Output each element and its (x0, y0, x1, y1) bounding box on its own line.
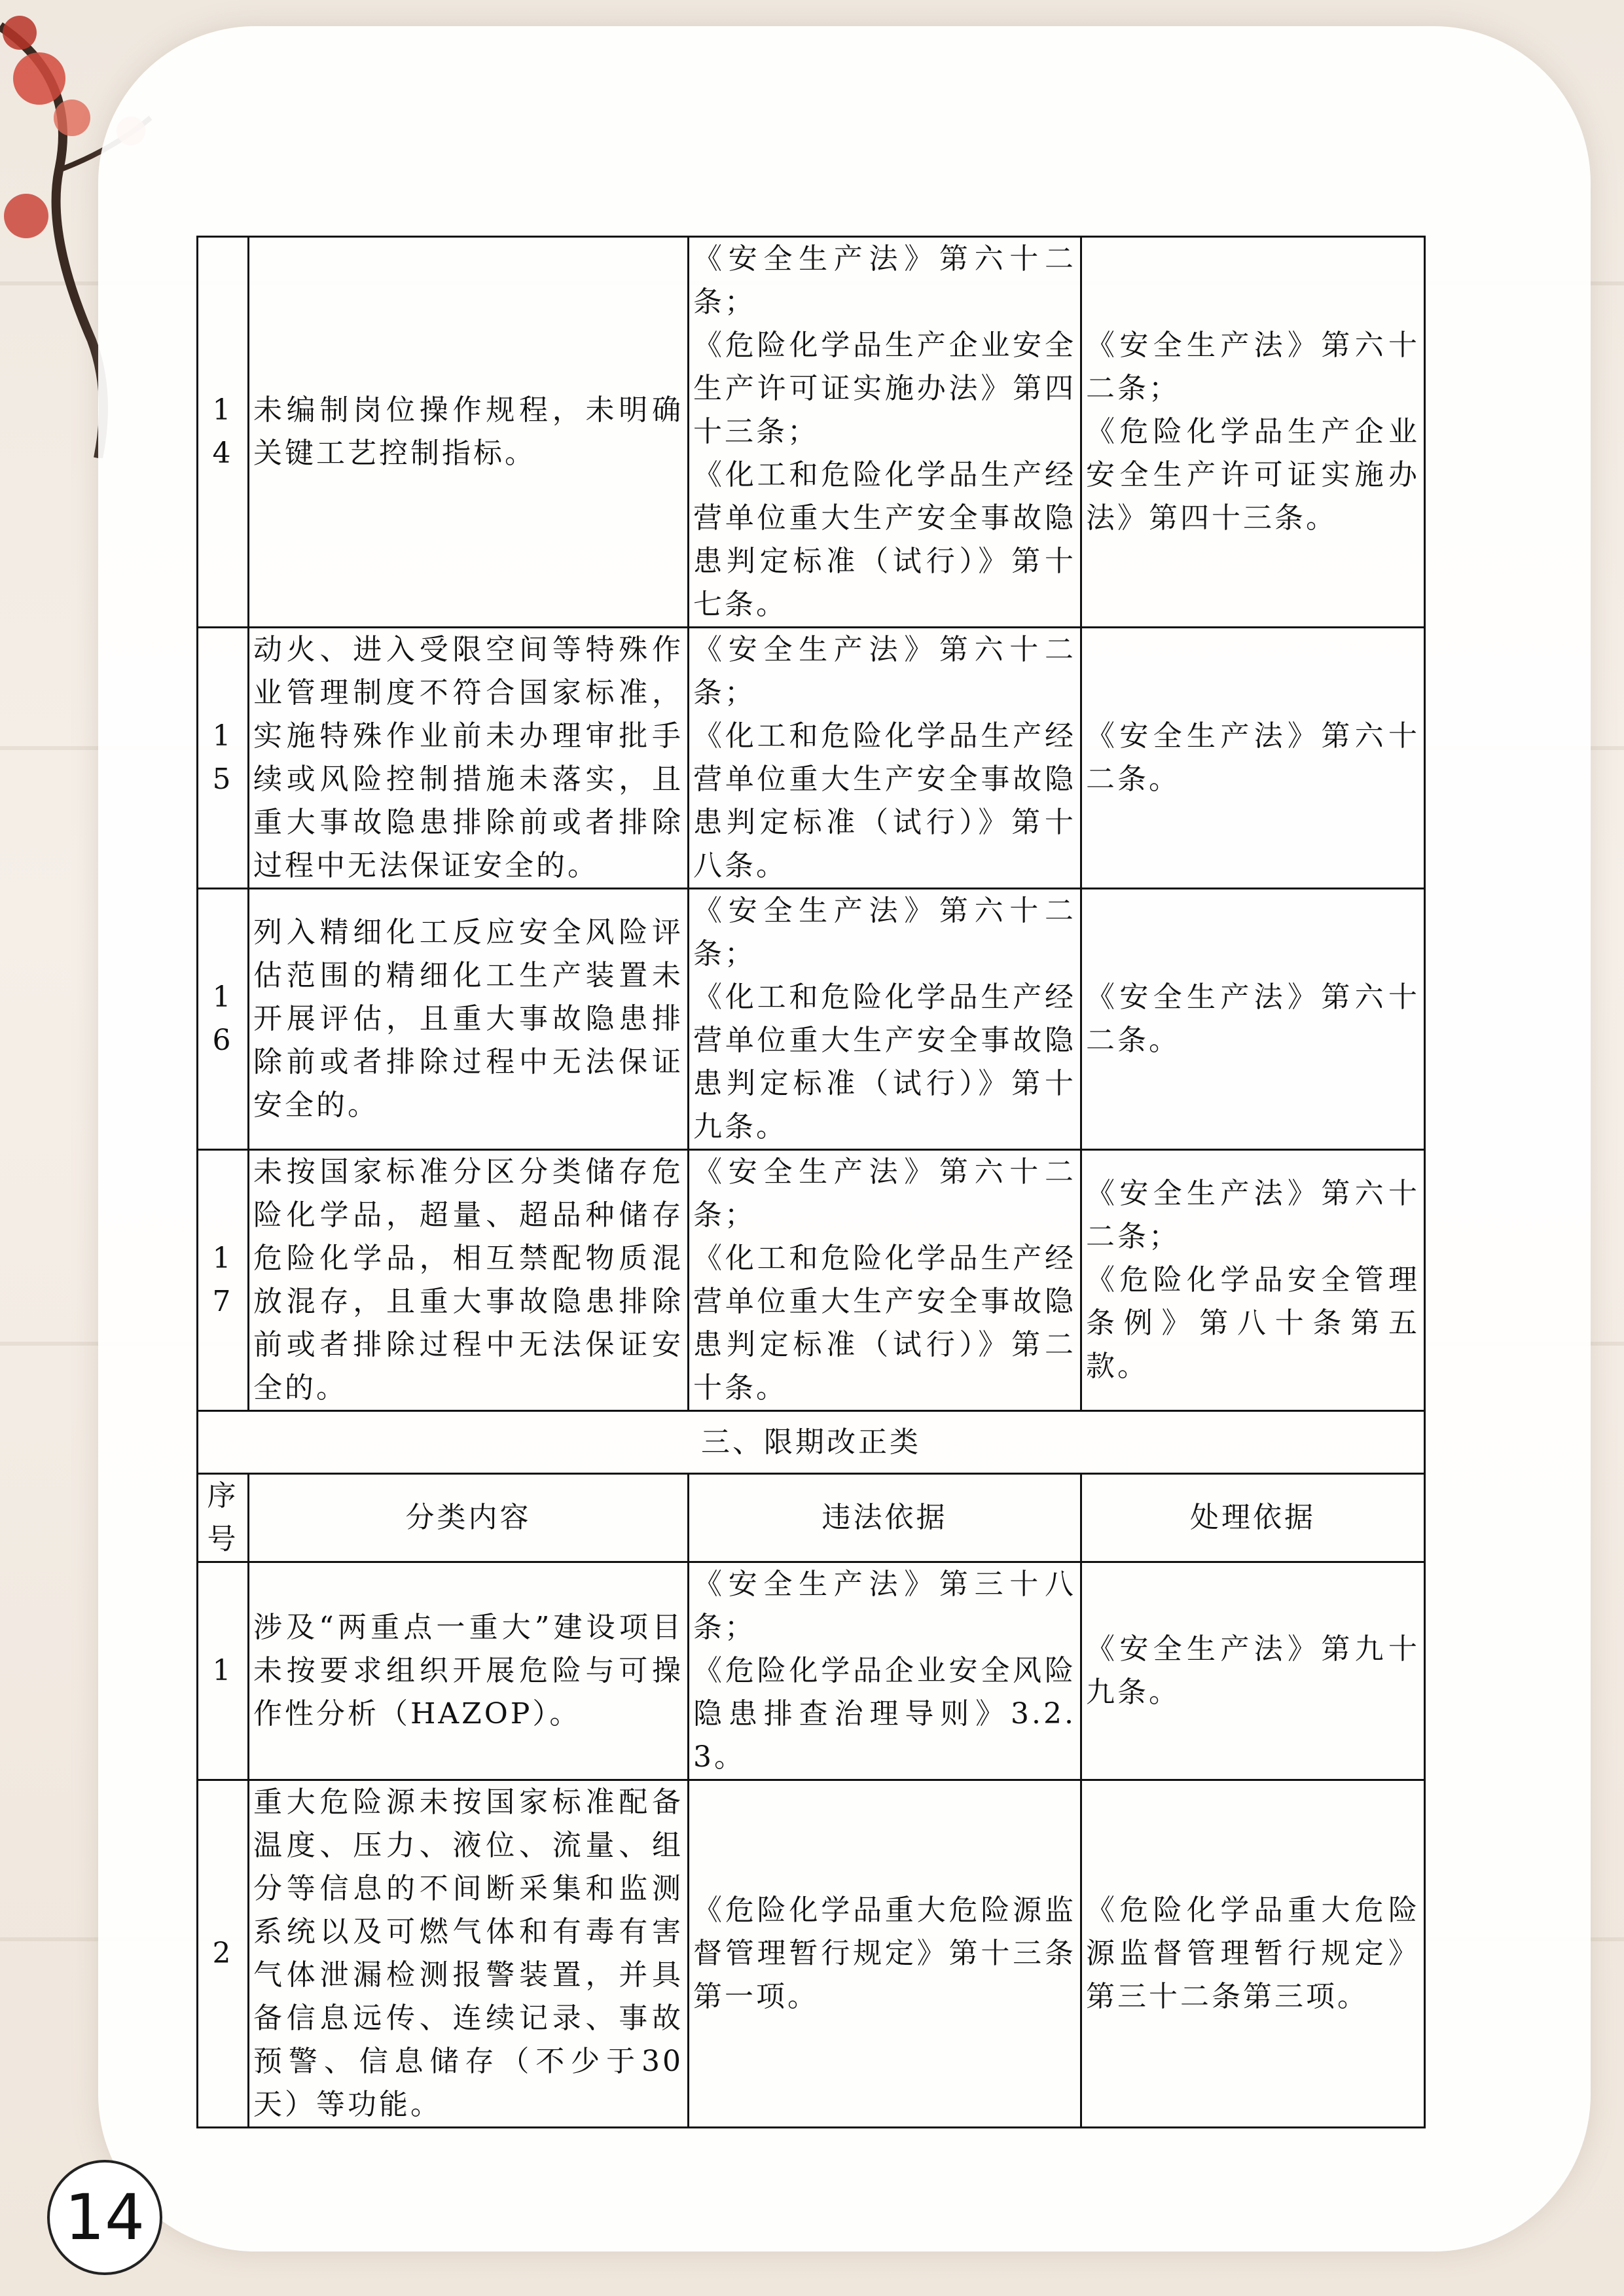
header-handling: 处理依据 (1081, 1474, 1425, 1562)
basis-line: 《化工和危险化学品生产经营单位重大生产安全事故隐患判定标准（试行）》第十九条。 (693, 980, 1076, 1143)
section-title-row (198, 1411, 1425, 1474)
basis-line: 《化工和危险化学品生产经营单位重大生产安全事故隐患判定标准（试行）》第十七条。 (693, 458, 1076, 621)
handling-basis (1081, 237, 1425, 628)
regulation-table (196, 236, 1426, 2128)
basis-line: 《安全生产法》第六十二条； (693, 1155, 1076, 1232)
handling-line: 《安全生产法》第六十二条。 (1086, 980, 1420, 1057)
table-row (198, 237, 1425, 628)
legal-basis (689, 1562, 1081, 1780)
handling-line: 《危险化学品安全管理条例》第八十条第五款。 (1086, 1263, 1420, 1383)
table-row (198, 1562, 1425, 1780)
legal-basis (689, 1150, 1081, 1411)
legal-basis (689, 1780, 1081, 2128)
handling-line: 《危险化学品生产企业安全生产许可证实施办法》第四十三条。 (1086, 415, 1420, 535)
basis-line: 《安全生产法》第三十八条； (693, 1568, 1076, 1644)
handling-basis (1081, 889, 1425, 1150)
handling-line: 《安全生产法》第六十二条； (1086, 329, 1420, 405)
header-content: 分类内容 (249, 1474, 689, 1562)
row-number: 16 (198, 889, 249, 1150)
header-number: 序号 (198, 1474, 249, 1562)
handling-basis (1081, 1562, 1425, 1780)
section-title: 三、限期改正类 (198, 1411, 1425, 1474)
legal-basis (689, 628, 1081, 889)
row-number: 17 (198, 1150, 249, 1411)
basis-line: 《安全生产法》第六十二条； (693, 242, 1076, 319)
basis-line: 《化工和危险化学品生产经营单位重大生产安全事故隐患判定标准（试行）》第二十条。 (693, 1242, 1076, 1405)
basis-line: 《安全生产法》第六十二条； (693, 633, 1076, 709)
handling-line: 《危险化学品重大危险源监督管理暂行规定》第三十二条第三项。 (1086, 1893, 1420, 2013)
table-header-row (198, 1474, 1425, 1562)
handling-basis (1081, 1780, 1425, 2128)
category-content: 未编制岗位操作规程，未明确关键工艺控制指标。 (249, 237, 689, 628)
handling-basis (1081, 1150, 1425, 1411)
category-content: 涉及“两重点一重大”建设项目未按要求组织开展危险与可操作性分析（HAZOP）。 (249, 1562, 689, 1780)
row-number: 2 (198, 1780, 249, 2128)
handling-line: 《安全生产法》第九十九条。 (1086, 1632, 1420, 1709)
category-content: 未按国家标准分区分类储存危险化学品，超量、超品种储存危险化学品，相互禁配物质混放混存，且重大事故隐患排除前或者排除过程中无法保证安全的。 (249, 1150, 689, 1411)
handling-basis (1081, 628, 1425, 889)
basis-line: 《危险化学品生产企业安全生产许可证实施办法》第四十三条； (693, 329, 1076, 448)
category-content: 动火、进入受限空间等特殊作业管理制度不符合国家标准，实施特殊作业前未办理审批手续或风险控制措施未落实，且重大事故隐患排除前或者排除过程中无法保证安全的。 (249, 628, 689, 889)
basis-line: 《安全生产法》第六十二条； (693, 894, 1076, 971)
category-content: 重大危险源未按国家标准配备温度、压力、液位、流量、组分等信息的不间断采集和监测系统以及可燃气体和有毒有害气体泄漏检测报警装置，并具备信息远传、连续记录、事故预警、信息储存（不少于30天）等功能。 (249, 1780, 689, 2128)
table-row (198, 1780, 1425, 2128)
row-number: 14 (198, 237, 249, 628)
legal-basis (689, 889, 1081, 1150)
page-number: 14 (47, 2160, 162, 2275)
table-row (198, 628, 1425, 889)
row-number: 15 (198, 628, 249, 889)
basis-line: 《危险化学品重大危险源监督管理暂行规定》第十三条第一项。 (693, 1893, 1076, 2013)
basis-line: 《化工和危险化学品生产经营单位重大生产安全事故隐患判定标准（试行）》第十八条。 (693, 719, 1076, 882)
category-content: 列入精细化工反应安全风险评估范围的精细化工生产装置未开展评估，且重大事故隐患排除前或者排除过程中无法保证安全的。 (249, 889, 689, 1150)
handling-line: 《安全生产法》第六十二条。 (1086, 719, 1420, 796)
handling-line: 《安全生产法》第六十二条； (1086, 1177, 1420, 1253)
table-row (198, 1150, 1425, 1411)
table-row (198, 889, 1425, 1150)
basis-line: 《危险化学品企业安全风险隐患排查治理导则》3.2.3。 (693, 1654, 1076, 1774)
legal-basis (689, 237, 1081, 628)
row-number: 1 (198, 1562, 249, 1780)
header-basis: 违法依据 (689, 1474, 1081, 1562)
